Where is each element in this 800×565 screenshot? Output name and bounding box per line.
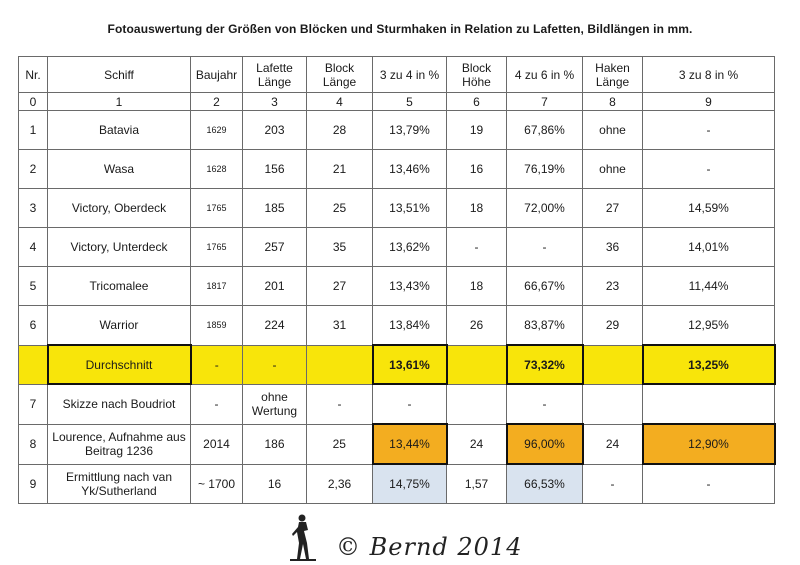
cell-lafette: 224 [243,306,307,346]
cell-schiff: Wasa [48,150,191,189]
index-cell: 4 [307,93,373,111]
cell-schiff: Victory, Unterdeck [48,228,191,267]
table-row [19,189,775,228]
cell-4zu6: 83,87% [507,306,583,346]
header-3zu8: 3 zu 8 in % [643,57,775,93]
cell-block-hoehe: 26 [447,306,507,346]
cell-baujahr: 1628 [191,150,243,189]
cell-schiff: Batavia [48,111,191,150]
index-row [19,93,775,111]
cell-4zu6: 96,00% [507,424,583,464]
cell-nr: 4 [19,228,48,267]
cell-block-hoehe: 18 [447,267,507,306]
cell-nr: 7 [19,384,48,424]
header-block-laenge: Block Länge [307,57,373,93]
table-row [19,306,775,346]
average-3zu8: 13,25% [643,345,775,384]
cell-haken: 23 [583,267,643,306]
cell-3zu4: 13,51% [373,189,447,228]
header-lafette: Lafette Länge [243,57,307,93]
cell-3zu8: 11,44% [643,267,775,306]
cell-haken: 29 [583,306,643,346]
cell-block-laenge: - [307,384,373,424]
cell-lafette: 16 [243,464,307,504]
page-title: Fotoauswertung der Größen von Blöcken und Sturmhaken in Relation zu Lafetten, Bildlängen in mm. [107,22,693,36]
cell-baujahr: 1765 [191,228,243,267]
cell-schiff: Warrior [48,306,191,346]
cell-haken: 24 [583,424,643,464]
cell-lafette: - [243,345,307,384]
cell-nr: 8 [19,424,48,464]
figure-silhouette-icon [290,515,316,562]
index-cell: 7 [507,93,583,111]
cell-3zu4: - [373,384,447,424]
table-row [19,150,775,189]
cell-3zu8: 12,90% [643,424,775,464]
average-4zu6: 73,32% [507,345,583,384]
cell-baujahr: 1859 [191,306,243,346]
cell-block-hoehe: - [447,228,507,267]
cell-lafette: 257 [243,228,307,267]
header-schiff: Schiff [48,57,191,93]
header-nr: Nr. [19,57,48,93]
table-row [19,267,775,306]
cell-lafette: ohne Wertung [243,384,307,424]
cell-block-laenge: 31 [307,306,373,346]
cell-3zu8: - [643,150,775,189]
cell-haken [583,345,643,384]
cell-3zu4: 13,84% [373,306,447,346]
cell-4zu6: 66,53% [507,464,583,504]
cell-3zu8: - [643,111,775,150]
header-3zu4: 3 zu 4 in % [373,57,447,93]
cell-lafette: 186 [243,424,307,464]
copyright-signature: © Bernd 2014 [336,533,523,561]
header-block-hoehe: Block Höhe [447,57,507,93]
cell-block-hoehe [447,384,507,424]
cell-4zu6: 72,00% [507,189,583,228]
header-haken: Haken Länge [583,57,643,93]
cell-baujahr: 2014 [191,424,243,464]
cell-3zu4: 13,46% [373,150,447,189]
cell-4zu6: 67,86% [507,111,583,150]
cell-nr: 6 [19,306,48,346]
cell-3zu8: - [643,464,775,504]
cell-haken: 27 [583,189,643,228]
cell-block-hoehe: 18 [447,189,507,228]
cell-4zu6: 76,19% [507,150,583,189]
cell-3zu8: 14,59% [643,189,775,228]
cell-block-laenge: 2,36 [307,464,373,504]
cell-block-hoehe: 19 [447,111,507,150]
index-cell: 9 [643,93,775,111]
index-cell: 6 [447,93,507,111]
cell-nr: 1 [19,111,48,150]
cell-haken: - [583,464,643,504]
cell-haken: 36 [583,228,643,267]
average-row [19,345,775,384]
cell-schiff: Tricomalee [48,267,191,306]
cell-3zu4: 13,43% [373,267,447,306]
table-row [19,228,775,267]
cell-3zu4: 13,79% [373,111,447,150]
cell-nr: 9 [19,464,48,504]
cell-nr: 3 [19,189,48,228]
header-4zu6: 4 zu 6 in % [507,57,583,93]
cell-block-laenge [307,345,373,384]
cell-3zu8: 14,01% [643,228,775,267]
cell-block-hoehe: 16 [447,150,507,189]
cell-block-laenge: 25 [307,424,373,464]
index-cell: 1 [48,93,191,111]
index-cell: 2 [191,93,243,111]
cell-3zu4: 13,44% [373,424,447,464]
table-row [19,424,775,464]
cell-block-laenge: 27 [307,267,373,306]
index-cell: 5 [373,93,447,111]
cell-3zu8: 12,95% [643,306,775,346]
table-row [19,464,775,504]
index-cell: 8 [583,93,643,111]
cell-block-hoehe: 24 [447,424,507,464]
cell-schiff: Victory, Oberdeck [48,189,191,228]
cell-block-laenge: 25 [307,189,373,228]
header-baujahr: Baujahr [191,57,243,93]
index-cell: 0 [19,93,48,111]
results-table [18,56,776,504]
cell-schiff: Skizze nach Boudriot [48,384,191,424]
cell-3zu4: 13,62% [373,228,447,267]
average-label: Durchschnitt [48,345,191,384]
cell-lafette: 185 [243,189,307,228]
average-3zu4: 13,61% [373,345,447,384]
cell-schiff: Ermittlung nach van Yk/Sutherland [48,464,191,504]
cell-haken: ohne [583,150,643,189]
cell-lafette: 201 [243,267,307,306]
cell-schiff: Lourence, Aufnahme aus Beitrag 1236 [48,424,191,464]
cell-3zu8 [643,384,775,424]
cell-nr: 2 [19,150,48,189]
header-row [19,57,775,93]
cell-block-laenge: 28 [307,111,373,150]
cell-baujahr: 1765 [191,189,243,228]
index-cell: 3 [243,93,307,111]
table-row [19,111,775,150]
cell-3zu4: 14,75% [373,464,447,504]
cell-4zu6: - [507,384,583,424]
cell-baujahr: ~ 1700 [191,464,243,504]
cell-baujahr: - [191,384,243,424]
cell-4zu6: - [507,228,583,267]
cell-baujahr: 1817 [191,267,243,306]
cell-lafette: 203 [243,111,307,150]
cell-lafette: 156 [243,150,307,189]
cell-block-laenge: 35 [307,228,373,267]
cell-4zu6: 66,67% [507,267,583,306]
table-row [19,384,775,424]
cell-baujahr: - [191,345,243,384]
cell-nr [19,345,48,384]
cell-block-laenge: 21 [307,150,373,189]
cell-block-hoehe [447,345,507,384]
cell-nr: 5 [19,267,48,306]
cell-haken: ohne [583,111,643,150]
cell-baujahr: 1629 [191,111,243,150]
cell-haken [583,384,643,424]
cell-block-hoehe: 1,57 [447,464,507,504]
